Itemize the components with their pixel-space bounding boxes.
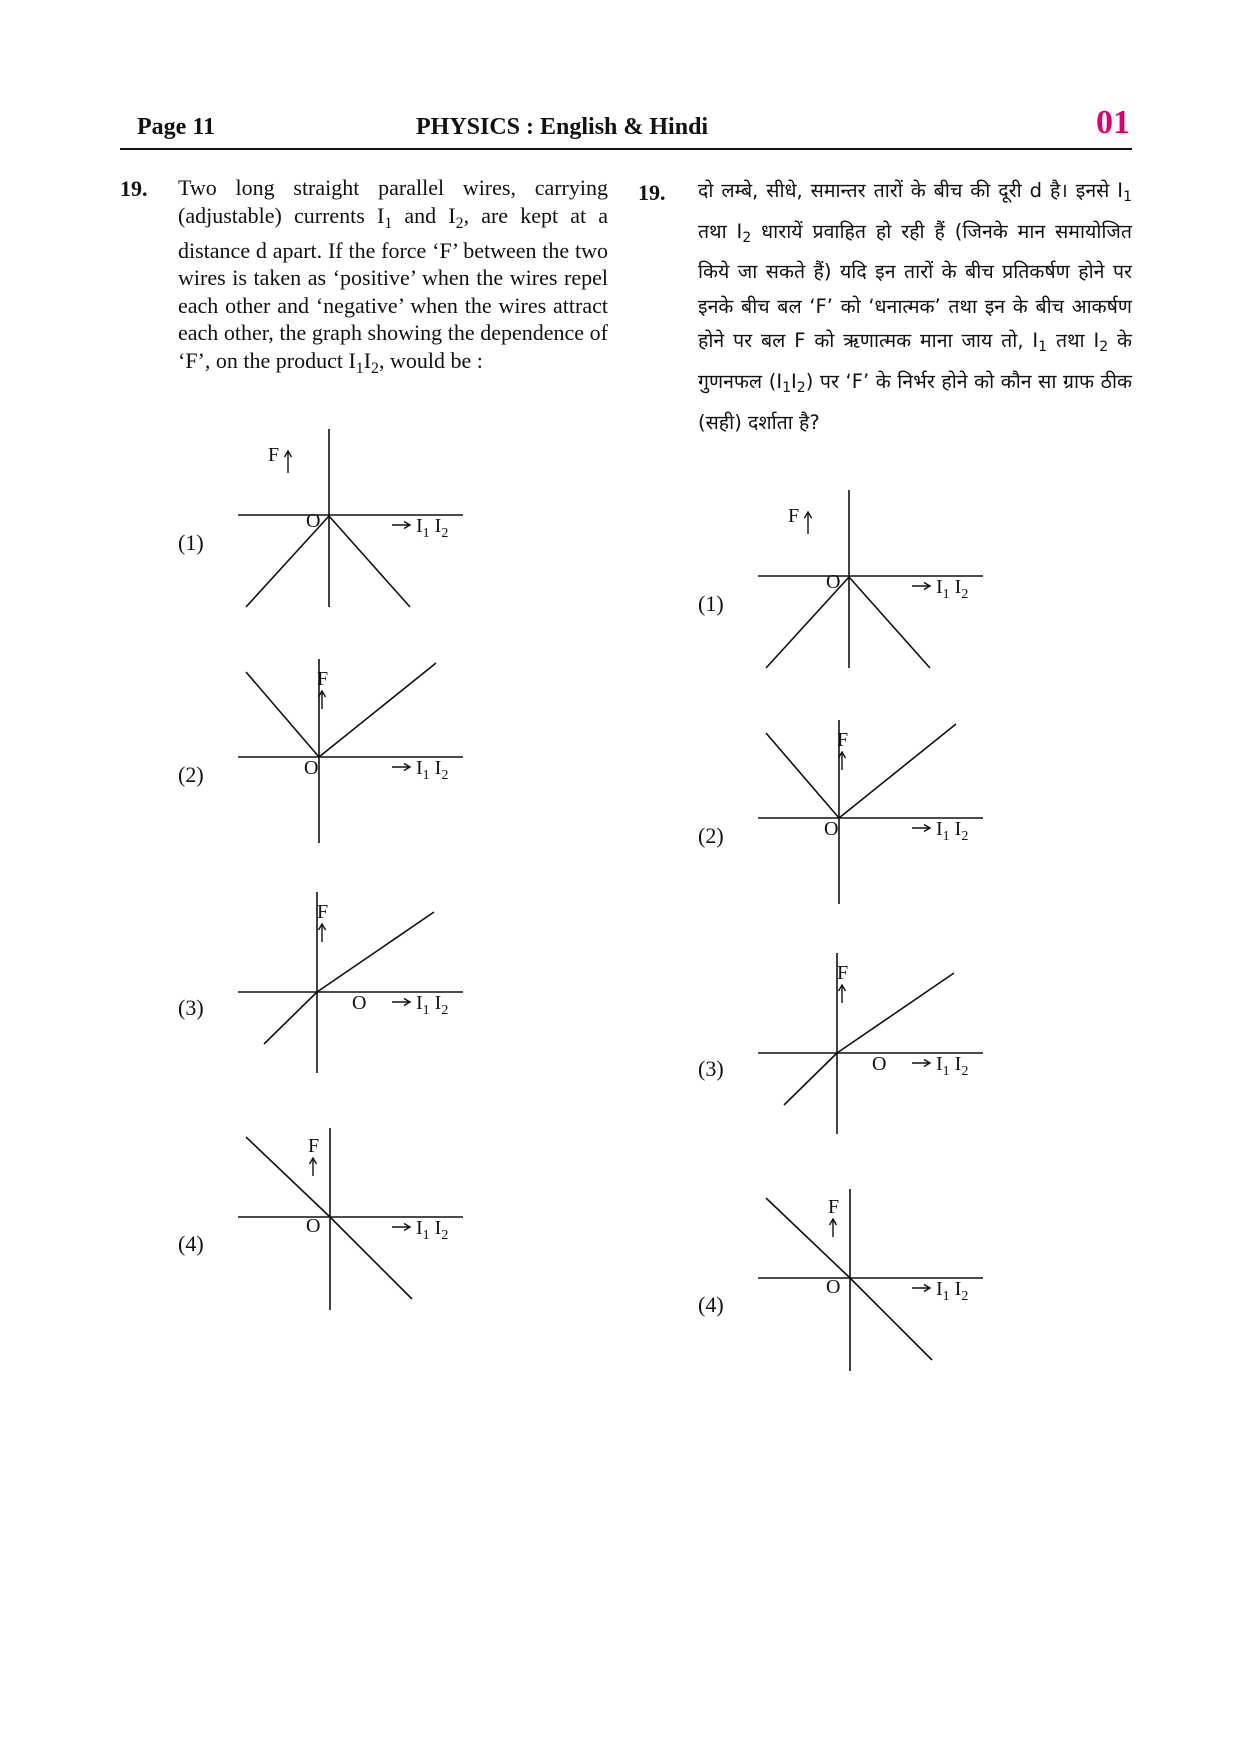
page-header <box>120 104 1132 150</box>
force-label: F <box>308 1135 320 1157</box>
graph-svg <box>758 716 988 911</box>
option-label-4: (4) <box>178 1231 204 1256</box>
force-label: F <box>317 901 329 923</box>
x-axis-label: $I_1$ $I_2$ <box>936 576 969 602</box>
graph-svg <box>758 486 988 681</box>
graph-svg <box>758 1185 988 1380</box>
graph-option-4 <box>238 1124 468 1319</box>
graph-svg <box>758 949 988 1144</box>
force-label: F <box>317 668 329 690</box>
force-line <box>264 992 317 1044</box>
x-axis-label: $I_1$ $I_2$ <box>936 818 969 844</box>
x-axis-label: $I_1$ $I_2$ <box>416 1217 449 1243</box>
force-line <box>766 733 839 818</box>
force-line <box>317 912 434 992</box>
graph-svg <box>238 655 468 850</box>
force-line <box>330 1217 412 1299</box>
x-axis-label: $I_1$ $I_2$ <box>416 515 449 541</box>
x-axis-label: $I_1$ $I_2$ <box>936 1053 969 1079</box>
force-line <box>839 724 956 818</box>
force-line <box>319 663 436 757</box>
force-line <box>850 1278 932 1360</box>
question-text-english: Two long straight parallel wires, carrying (adjustable) currents $I_1$ and $I_2$, are kept at a distance d apart. If the force ‘F’ between the two wires is taken as ‘positive’ when the wires repel each other and ‘negative’ when the wires attract each other, the graph showing the dependence of ‘F’, on the product $I_1I_2$, would be : <box>178 175 609 377</box>
graph-option-3 <box>758 949 988 1144</box>
graph-option-2 <box>238 655 468 850</box>
force-line <box>784 1053 837 1105</box>
force-line <box>849 577 930 668</box>
graph-svg <box>238 425 468 620</box>
origin-label: O <box>306 510 321 532</box>
origin-label: O <box>826 1276 841 1298</box>
question-number-hindi: 19. <box>638 180 666 205</box>
option-label-2: (2) <box>178 762 204 787</box>
origin-label: O <box>872 1053 887 1075</box>
origin-label: O <box>824 818 839 840</box>
option-label-3: (3) <box>178 995 204 1020</box>
graph-option-1 <box>238 425 468 620</box>
option-label-1: (1) <box>698 591 724 616</box>
force-label: F <box>788 505 800 527</box>
force-label: F <box>268 444 280 466</box>
graph-svg <box>238 1124 468 1319</box>
paper-title: PHYSICS : English & Hindi <box>416 114 709 140</box>
force-label: F <box>837 729 849 751</box>
graph-option-4 <box>758 1185 988 1380</box>
origin-label: O <box>826 571 841 593</box>
x-axis-label: $I_1$ $I_2$ <box>416 992 449 1018</box>
option-label-1: (1) <box>178 530 204 555</box>
page-number: Page 11 <box>137 114 215 140</box>
graph-option-3 <box>238 888 468 1083</box>
option-label-2: (2) <box>698 823 724 848</box>
force-line <box>246 672 319 757</box>
graph-option-2 <box>758 716 988 911</box>
question-text-hindi: दो लम्बे, सीधे, समान्तर तारों के बीच की दूरी d है। इनसे $I_1$ तथा $I_2$ धारायें प्रवाहित हो रही हैं (जिनके मान समायोजित किये जा सकते हैं) यदि इन तारों के बीच प्रतिकर्षण होने पर इनके बीच बल ‘F’ को ‘धनात्मक’ तथा इन के बीच आकर्षण होने पर बल F को ऋणात्मक माना जाय तो, $I_1$ तथा $I_2$ के गुणनफल $(I_1I_2)$ पर ‘F’ के निर्भर होने को कौन सा ग्राफ ठीक (सही) दर्शाता है? <box>698 179 1133 434</box>
graph-svg <box>238 888 468 1083</box>
force-label: F <box>837 962 849 984</box>
force-label: F <box>828 1196 840 1218</box>
origin-label: O <box>306 1215 321 1237</box>
question-number-english: 19. <box>120 176 148 201</box>
force-line <box>329 516 410 607</box>
paper-code: 01 <box>1096 104 1130 141</box>
option-label-3: (3) <box>698 1056 724 1081</box>
origin-label: O <box>304 757 319 779</box>
graph-option-1 <box>758 486 988 681</box>
option-label-4: (4) <box>698 1292 724 1317</box>
force-line <box>837 973 954 1053</box>
origin-label: O <box>352 992 367 1014</box>
x-axis-label: $I_1$ $I_2$ <box>416 757 449 783</box>
x-axis-label: $I_1$ $I_2$ <box>936 1278 969 1304</box>
